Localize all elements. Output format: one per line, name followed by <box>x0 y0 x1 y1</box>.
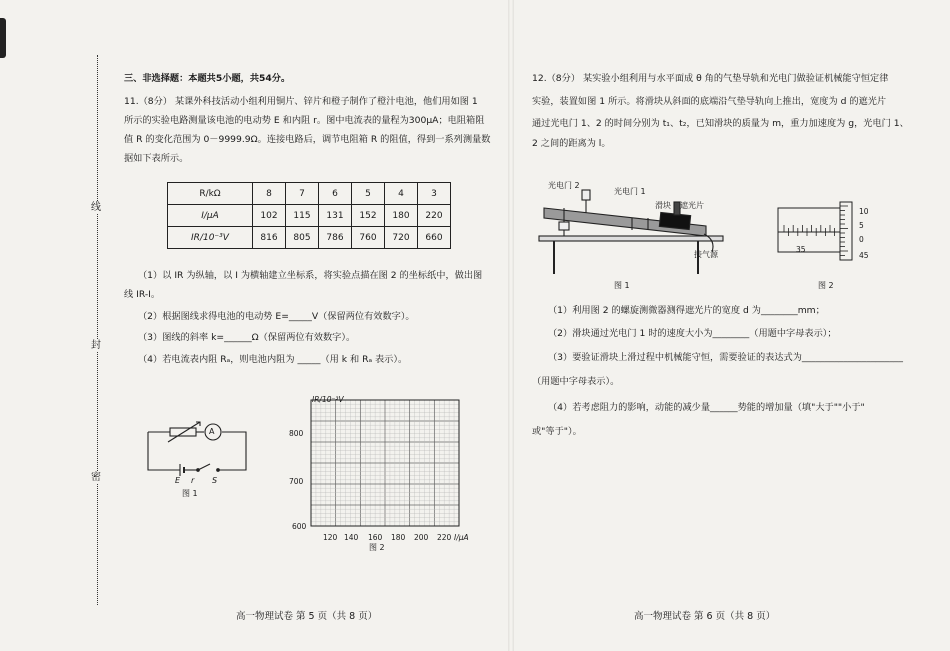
left-footer: 高一物理试卷 第 5 页（共 8 页） <box>236 611 378 622</box>
q11-sub-1a: （1）以 IR 为纵轴，以 I 为横轴建立坐标系，将实验点描在图 2 的坐标纸中，做出图 <box>138 270 483 281</box>
row-header-R: R/kΩ <box>168 183 253 205</box>
y-axis-label: IR/10⁻³V <box>312 395 344 404</box>
binding-mark-xian: 线 <box>91 202 101 213</box>
table-cell: 180 <box>385 205 418 227</box>
table-cell: 152 <box>352 205 385 227</box>
scan-edge-mark <box>0 18 6 58</box>
gate2-label: 光电门 2 <box>548 181 580 190</box>
table-cell: 220 <box>418 205 451 227</box>
table-cell: 3 <box>418 183 451 205</box>
q11-sub-2: （2）根据图线求得电池的电动势 E=_____V（保留两位有效数字）。 <box>138 311 415 322</box>
row-header-I: I/μA <box>168 205 253 227</box>
x-axis-label: I/μA <box>454 533 469 542</box>
micrometer-label: 10 <box>859 207 869 216</box>
q11-line-4: 据如下表所示。 <box>124 153 189 164</box>
table-cell: 7 <box>286 183 319 205</box>
y-tick: 700 <box>289 477 304 486</box>
x-tick: 180 <box>391 533 406 542</box>
binding-line <box>97 55 98 605</box>
q11-line-2: 所示的实验电路测量该电池的电动势 E 和内阻 r。图中电流表的量程为300μA；电阻箱阻 <box>124 115 485 126</box>
section-title: 三、非选择题：本题共5小题，共54分。 <box>124 73 291 84</box>
q12-line-1: 12.（8分） 某实验小组利用与水平面成 θ 角的气垫导轨和光电门做验证机械能守恒定律 <box>532 73 889 84</box>
x-tick: 140 <box>344 533 359 542</box>
table-cell: 660 <box>418 227 451 249</box>
table-cell: 760 <box>352 227 385 249</box>
table-cell: 115 <box>286 205 319 227</box>
ammeter-label: A <box>209 427 215 436</box>
x-tick: 200 <box>414 533 429 542</box>
table-cell: 805 <box>286 227 319 249</box>
micrometer-label: 5 <box>859 221 864 230</box>
table-cell: 720 <box>385 227 418 249</box>
x-tick: 220 <box>437 533 452 542</box>
main-scale-number: 35 <box>796 245 806 254</box>
table-cell: 4 <box>385 183 418 205</box>
slider-label: 滑块 <box>655 201 671 210</box>
y-tick: 800 <box>289 429 304 438</box>
shade-label: 遮光片 <box>680 201 704 210</box>
q12-sub-4a: （4）若考虑阻力的影响，动能的减少量______势能的增加量（填"大于""小于" <box>548 402 865 413</box>
table-cell: 8 <box>253 183 286 205</box>
row-header-IR: IR/10⁻³V <box>168 227 253 249</box>
grid-paper <box>307 400 463 528</box>
q11-sub-4: （4）若电流表内阻 Rₐ，则电池内阻为 _____（用 k 和 Rₐ 表示）。 <box>138 354 408 365</box>
apparatus-caption: 图 1 <box>614 281 630 290</box>
circuit-diagram <box>140 418 260 508</box>
binding-mark-mi: 密 <box>91 472 101 483</box>
table-cell: 5 <box>352 183 385 205</box>
table-cell: 786 <box>319 227 352 249</box>
page-fold <box>508 0 514 651</box>
x-tick: 120 <box>323 533 338 542</box>
binding-mark-feng: 封 <box>91 340 101 351</box>
table-cell: 6 <box>319 183 352 205</box>
table-row <box>168 227 451 249</box>
q12-sub-2: （2）滑块通过光电门 1 时的速度大小为________（用题中字母表示）； <box>548 328 837 339</box>
data-table <box>167 182 451 249</box>
right-footer: 高一物理试卷 第 6 页（共 8 页） <box>634 611 776 622</box>
label-r: r <box>191 476 195 485</box>
q11-line-3: 值 R 的变化范围为 0－9999.9Ω。连接电路后，调节电阻箱 R 的阻值，得到一系列测量数 <box>124 134 491 145</box>
q12-line-4: 2 之间的距离为 l。 <box>532 138 611 149</box>
table-cell: 131 <box>319 205 352 227</box>
grid-caption: 图 2 <box>369 543 385 552</box>
q12-line-3: 通过光电门 1、2 的时间分别为 t₁、t₂，已知滑块的质量为 m，重力加速度为 g，光电门 1、 <box>532 118 909 129</box>
micrometer-label: 45 <box>859 251 869 260</box>
q11-line-1: 11.（8分） 某课外科技活动小组利用铜片、锌片和橙子制作了橙汁电池，他们用如图 1 <box>124 96 478 107</box>
table-row <box>168 183 451 205</box>
label-S: S <box>212 476 218 485</box>
micrometer-reading <box>776 200 856 262</box>
q12-line-2: 实验，装置如图 1 所示。将滑块从斜面的底端沿气垫导轨向上推出，宽度为 d 的遮光片 <box>532 96 887 107</box>
q12-sub-3a: （3）要验证滑块上滑过程中机械能守恒，需要验证的表达式为______________________ <box>548 352 903 363</box>
table-cell: 102 <box>253 205 286 227</box>
circuit-caption: 图 1 <box>182 489 198 498</box>
table-cell: 816 <box>253 227 286 249</box>
micrometer-sleeve <box>778 208 840 252</box>
table-row <box>168 205 451 227</box>
q11-sub-3: （3）图线的斜率 k=______Ω（保留两位有效数字）。 <box>138 332 356 343</box>
air-source-label: 接气源 <box>694 250 718 259</box>
y-tick: 600 <box>292 522 307 531</box>
gate1-label: 光电门 1 <box>614 187 646 196</box>
q12-sub-1: （1）利用图 2 的螺旋测微器测得遮光片的宽度 d 为________mm； <box>548 305 825 316</box>
q11-sub-1b: 线 IR-I。 <box>124 289 161 300</box>
q12-sub-4b: 或"等于"）。 <box>532 426 582 437</box>
q12-sub-3b: （用题中字母表示）。 <box>532 376 620 387</box>
micrometer-caption: 图 2 <box>818 281 834 290</box>
x-tick: 160 <box>368 533 383 542</box>
micrometer-label: 0 <box>859 235 864 244</box>
label-E: E <box>175 476 181 485</box>
